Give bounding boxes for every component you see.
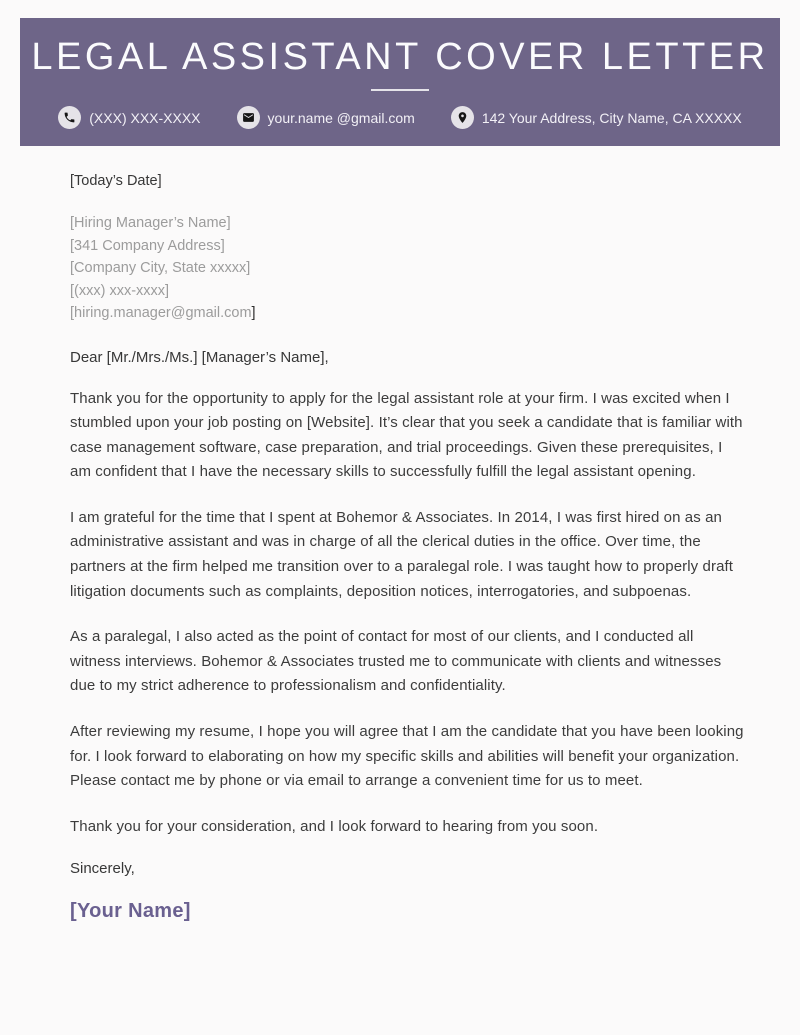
letter-date: [Today’s Date] [70,173,162,189]
letter-body [20,173,780,923]
recipient-name: [Hiring Manager’s Name] [70,215,231,231]
closing: Sincerely, [70,860,135,878]
signature-name: [Your Name] [70,900,191,923]
recipient-city-state: [Company City, State xxxxx] [70,260,251,276]
contact-address-text: 142 Your Address, City Name, CA XXXXX [481,109,742,126]
recipient-address: [341 Company Address] [70,237,225,254]
recipient-email [70,302,746,325]
location-icon [451,106,474,129]
paragraph-3: As a paralegal, I also acted as the point of contact for most of our clients, and I conducted all witness interviews. Bohemor & Associates trusted me to communicate with clients and witnesses due to my strict adherence to professionalism and confidentiality. [70,628,722,695]
phone-icon [58,106,81,129]
contact-phone [58,106,200,129]
recipient-email-bracket: ] [251,305,256,321]
contact-email-text: your.name @gmail.com [267,109,415,126]
recipient-block [70,212,746,325]
contact-row [58,106,741,129]
recipient-phone: [(xxx) xxx-xxxx] [70,282,170,299]
salutation: Dear [Mr./Mrs./Ms.] [Manager’s Name], [70,348,329,366]
letter-header [20,18,780,146]
contact-email [237,106,415,129]
paragraph-4: After reviewing my resume, I hope you will agree that I am the candidate that you have been looking for. I look forward to elaborating on how my specific skills and abilities will benefit your organization. Please contact me by phone or via email to arrange a convenient time for us to meet. [70,723,744,790]
contact-address [451,106,742,129]
paragraph-1: Thank you for the opportunity to apply for the legal assistant role at your firm. I was excited when I stumbled upon your job posting on [Website]. It’s clear that you seek a candidate that is familiar with case management software, case preparation, and trial proceedings. Given these prerequisites, I am confident that I have the necessary skills to successfully fulfill the legal assistant opening. [70,389,743,481]
paragraph-2: I am grateful for the time that I spent at Bohemor & Associates. In 2014, I was first hired on as an administrative assistant and was in charge of all the clerical duties in the office. Over time, the partners at the firm helped me transition over to a paralegal role. I was taught how to properly draft litigation documents such as complaints, deposition notices, interrogatories, and subpoenas. [70,508,734,600]
email-icon [237,106,260,129]
paragraph-5: Thank you for your consideration, and I look forward to hearing from you soon. [70,817,599,835]
page-title: LEGAL ASSISTANT COVER LETTER [31,36,769,78]
title-divider [371,89,429,91]
recipient-email-text: [hiring.manager@gmail.com [70,305,252,321]
contact-phone-text: (XXX) XXX-XXXX [89,109,201,126]
